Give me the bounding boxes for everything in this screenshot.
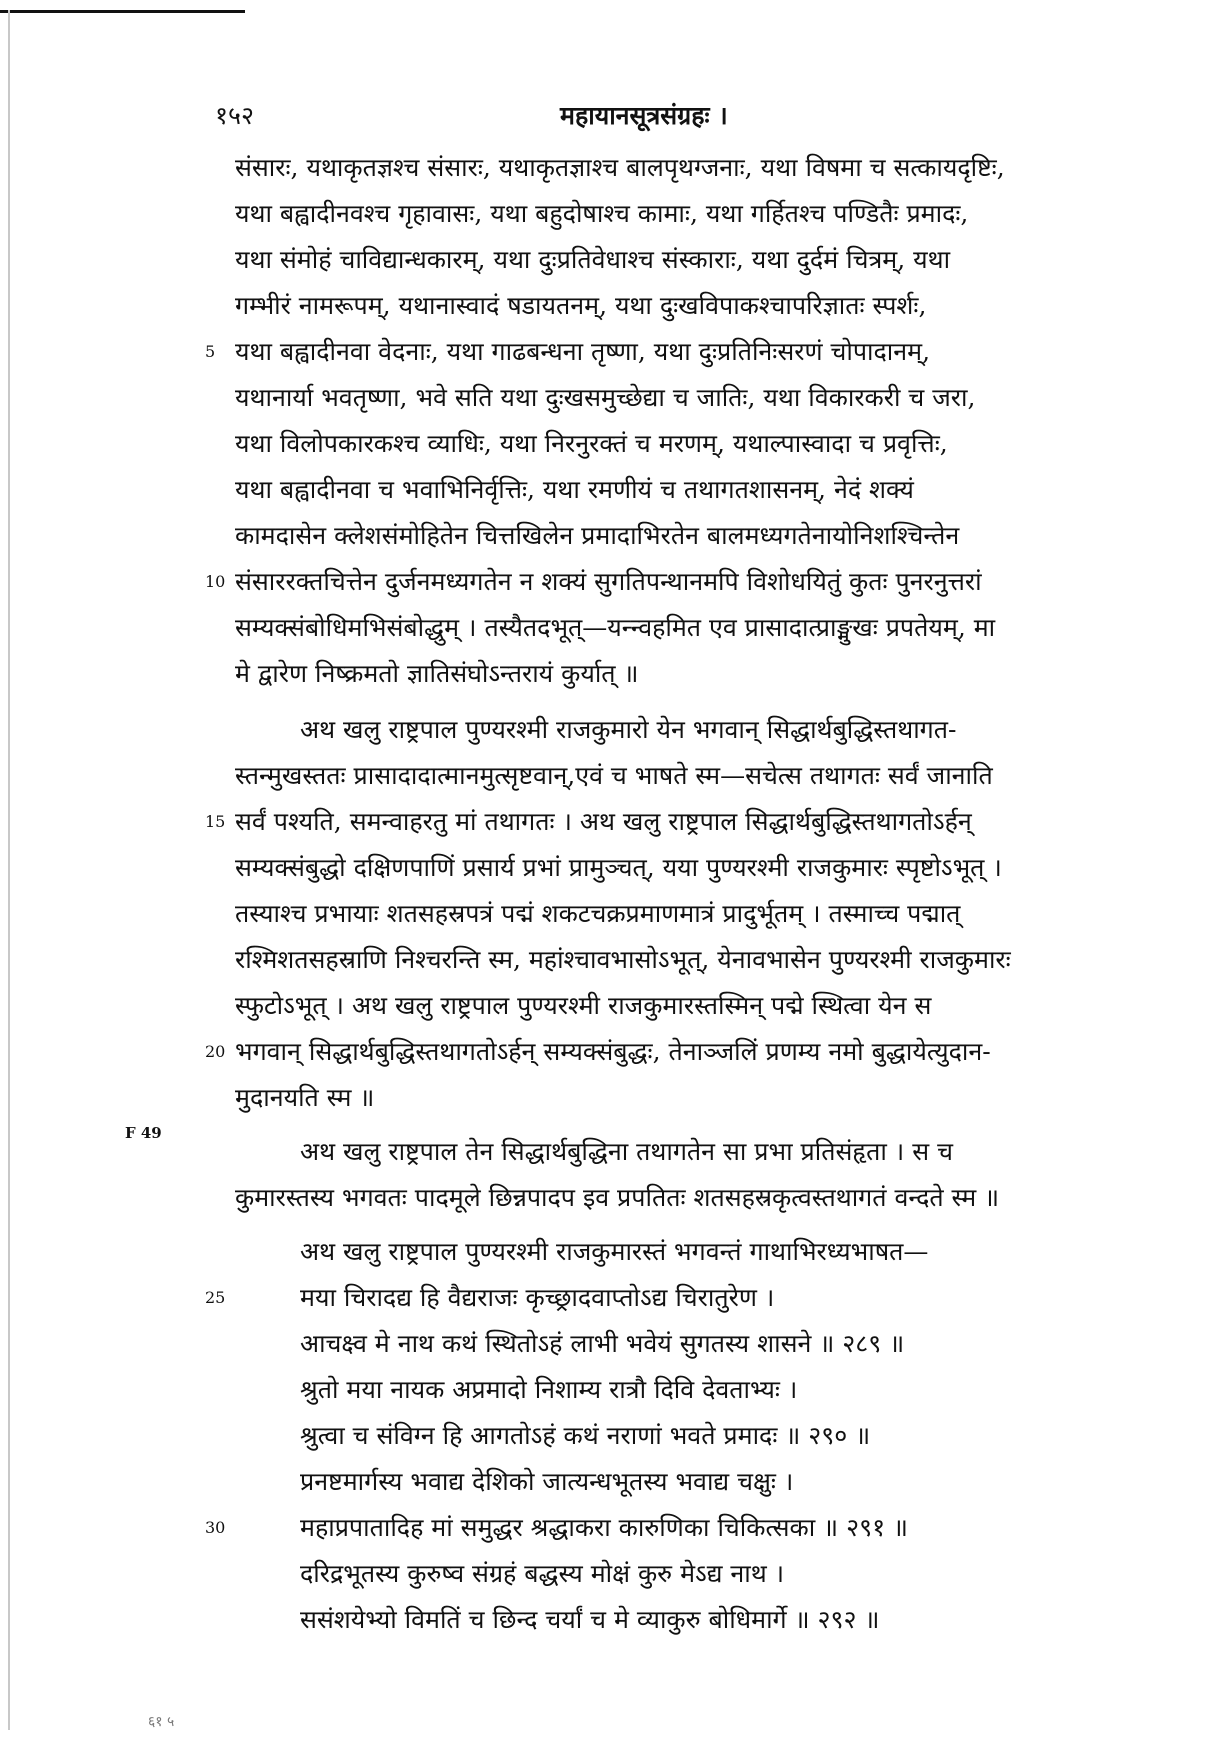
text-line: सम्यक्संबोधिमभिसंबोद्धुम् । तस्यैतदभूत्—यन्न्वहमित एव प्रासादात्प्राङ्मुखः प्रपतेयम्, मा	[235, 613, 996, 642]
text-line: यथा संमोहं चाविद्यान्धकारम्, यथा दुःप्रतिवेधाश्च संस्काराः, यथा दुर्दमं चित्रम्, यथा	[235, 245, 951, 274]
text-line: स्फुटोऽभूत् । अथ खलु राष्ट्रपाल पुण्यरश्मी राजकुमारस्तस्मिन् पद्मे स्थित्वा येन स	[235, 991, 932, 1020]
verse-line: श्रुतो मया नायक अप्रमादो निशाम्य रात्रौ दिवि देवताभ्यः ।	[300, 1375, 798, 1404]
text-line: रश्मिशतसहस्राणि निश्चरन्ति स्म, महांश्चावभासोऽभूत्, येनावभासेन पुण्यरश्मी राजकुमारः	[235, 945, 1011, 974]
text-line: सर्वं पश्यति, समन्वाहरतु मां तथागतः । अथ खलु राष्ट्रपाल सिद्धार्थबुद्धिस्तथागतोऽर्हन्	[235, 807, 972, 836]
text-line: मुदानयति स्म ॥	[235, 1083, 375, 1112]
verse-line: श्रुत्वा च संविग्न हि आगतोऽहं कथं नराणां भवते प्रमादः ॥ २९० ॥	[300, 1421, 871, 1450]
page-edge-line	[8, 10, 10, 1730]
line-number: 10	[205, 572, 226, 591]
text-line: कामदासेन क्लेशसंमोहितेन चित्तखिलेन प्रमादाभिरतेन बालमध्यगतेनायोनिशश्चिन्तेन	[235, 521, 960, 550]
text-line: संसारः, यथाकृतज्ञश्च संसारः, यथाकृतज्ञाश्च बालपृथग्जनाः, यथा विषमा च सत्कायदृष्टिः,	[235, 153, 1005, 182]
verse-line: दरिद्रभूतस्य कुरुष्व संग्रहं बद्धस्य मोक्षं कुरु मेऽद्य नाथ ।	[300, 1559, 785, 1588]
text-line: अथ खलु राष्ट्रपाल पुण्यरश्मी राजकुमारो येन भगवान् सिद्धार्थबुद्धिस्तथागत-	[300, 715, 957, 744]
text-line: अथ खलु राष्ट्रपाल पुण्यरश्मी राजकुमारस्तं भगवन्तं गाथाभिरध्यभाषत—	[300, 1237, 929, 1266]
text-line: यथानार्या भवतृष्णा, भवे सति यथा दुःखसमुच्छेद्या च जातिः, यथा विकारकरी च जरा,	[235, 383, 976, 412]
text-line: तस्याश्च प्रभायाः शतसहस्रपत्रं पद्मं शकटचक्रप्रमाणमात्रं प्रादुर्भूतम् । तस्माच्च पद्मात्	[235, 899, 961, 928]
text-line: अथ खलु राष्ट्रपाल तेन सिद्धार्थबुद्धिना तथागतेन सा प्रभा प्रतिसंहृता । स च	[300, 1137, 953, 1166]
text-line: यथा बह्वादीनवा च भवाभिनिर्वृत्तिः, यथा रमणीयं च तथागतशासनम्, नेदं शक्यं	[235, 475, 914, 504]
margin-folio-note: F 49	[125, 1124, 162, 1142]
line-number: 5	[205, 342, 216, 361]
line-number: 30	[205, 1518, 226, 1537]
text-line: यथा बह्वादीनवश्च गृहावासः, यथा बहुदोषाश्च कामाः, यथा गर्हितश्च पण्डितैः प्रमादः,	[235, 199, 969, 228]
text-line: संसाररक्तचित्तेन दुर्जनमध्यगतेन न शक्यं सुगतिपन्थानमपि विशोधयितुं कुतः पुनरनुत्तरां	[235, 567, 982, 596]
text-line: भगवान् सिद्धार्थबुद्धिस्तथागतोऽर्हन् सम्यक्संबुद्धः, तेनाञ्जलिं प्रणम्य नमो बुद्धायेत्युदान-	[235, 1037, 991, 1066]
text-line: यथा विलोपकारकश्च व्याधिः, यथा निरनुरक्तं च मरणम्, यथाल्पास्वादा च प्रवृत्तिः,	[235, 429, 948, 458]
verse-line: ससंशयेभ्यो विमतिं च छिन्द चर्यां च मे व्याकुरु बोधिमार्गे ॥ २९२ ॥	[300, 1605, 880, 1634]
page-header	[0, 98, 1232, 138]
text-line: गम्भीरं नामरूपम्, यथानास्वादं षडायतनम्, यथा दुःखविपाकश्चापरिज्ञातः स्पर्शः,	[235, 291, 927, 320]
verse-line: महाप्रपातादिह मां समुद्धर श्रद्धाकरा कारुणिका चिकित्सका ॥ २९१ ॥	[300, 1513, 909, 1542]
text-line: स्तन्मुखस्ततः प्रासादादात्मानमुत्सृष्टवान्,एवं च भाषते स्म—सचेत्स तथागतः सर्वं जानाति	[235, 761, 993, 790]
line-number: 25	[205, 1288, 226, 1307]
verse-line: आचक्ष्व मे नाथ कथं स्थितोऽहं लाभी भवेयं सुगतस्य शासने ॥ २८९ ॥	[300, 1329, 905, 1358]
top-rule	[0, 10, 245, 13]
running-title: महायानसूत्रसंग्रहः ।	[560, 101, 728, 130]
text-line: मे द्वारेण निष्क्रमतो ज्ञातिसंघोऽन्तरायं कुर्यात् ॥	[235, 659, 639, 688]
line-number: 15	[205, 812, 226, 831]
line-number: 20	[205, 1042, 226, 1061]
page-number: १५२	[215, 101, 255, 130]
verse-line: प्रनष्टमार्गस्य भवाद्य देशिको जात्यन्धभूतस्य भवाद्य चक्षुः ।	[300, 1467, 794, 1496]
text-line: कुमारस्तस्य भगवतः पादमूले छिन्नपादप इव प्रपतितः शतसहस्रकृत्वस्तथागतं वन्दते स्म ॥	[235, 1183, 1000, 1212]
verse-line: मया चिरादद्य हि वैद्यराजः कृच्छ्रादवाप्तोऽद्य चिरातुरेण ।	[300, 1283, 775, 1312]
bottom-margin-mark: ६१ ५	[148, 1714, 175, 1730]
text-line: यथा बह्वादीनवा वेदनाः, यथा गाढबन्धना तृष्णा, यथा दुःप्रतिनिःसरणं चोपादानम्,	[235, 337, 931, 366]
text-line: सम्यक्संबुद्धो दक्षिणपाणिं प्रसार्य प्रभां प्रामुञ्चत्, यया पुण्यरश्मी राजकुमारः स्पृष्टोऽभूत् ।	[235, 853, 1002, 882]
